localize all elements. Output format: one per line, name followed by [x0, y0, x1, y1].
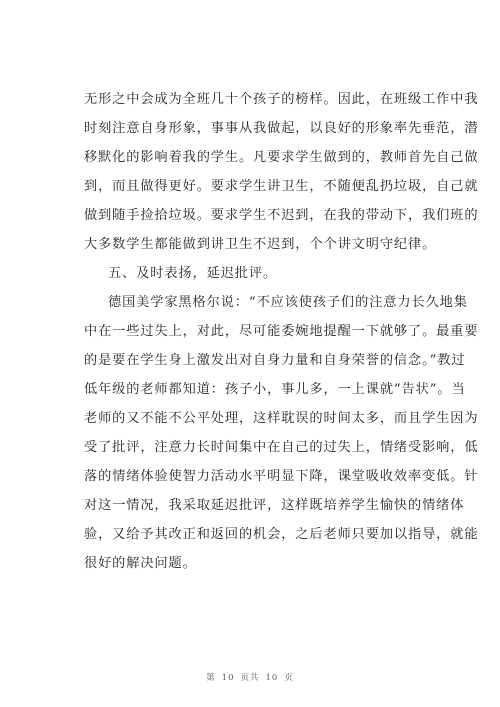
footer-suffix: 页 — [284, 673, 294, 683]
footer-page-number: 10 — [221, 673, 235, 683]
paragraph-line-9: 中在一些过失上，对此，尽可能委婉地提醒一下就够了。最重要 — [84, 324, 479, 339]
paragraph-line-6: 大多数学生都能做到讲卫生不迟到，个个讲文明守纪律。 — [84, 237, 437, 252]
footer-mid: 页共 — [240, 673, 260, 683]
paragraph-line-3: 移默化的影响着我的学生。凡要求学生做到的，教师首先自己做 — [84, 150, 479, 165]
paragraph-line-16: 验，又给予其改正和返回的机会，之后老师只要加以指导，就能 — [84, 527, 479, 542]
paragraph-line-5: 做到随手捡拾垃圾。要求学生不迟到，在我的带动下，我们班的 — [84, 208, 479, 223]
page-footer — [0, 671, 500, 683]
footer-total-pages: 10 — [265, 673, 279, 683]
paragraph-line-12: 老师的又不能不公平处理，这样耽误的时间太多，而且学生因为 — [84, 411, 479, 426]
paragraph-line-8: 德国美学家黑格尔说：“不应该使孩子们的注意力长久地集 — [108, 295, 468, 310]
paragraph-line-2: 时刻注意自身形象，事事从我做起，以良好的形象率先垂范，潜 — [84, 121, 479, 136]
paragraph-line-4: 到，而且做得更好。要求学生讲卫生，不随便乱扔垃圾，自己就 — [84, 179, 479, 194]
paragraph-line-10: 的是要在学生身上激发出对自身力量和自身荣誉的信念。”教过 — [84, 353, 466, 368]
paragraph-line-13: 受了批评，注意力长时间集中在自己的过失上，情绪受影响，低 — [84, 440, 479, 455]
paragraph-line-14: 落的情绪体验使智力活动水平明显下降，课堂吸收效率变低。针 — [84, 469, 479, 484]
paragraph-line-15: 对这一情况，我采取延迟批评，这样既培养学生愉快的情绪体 — [84, 498, 465, 513]
section-heading: 五、及时表扬，延迟批评。 — [108, 266, 278, 281]
paragraph-line-17: 很好的解决问题。 — [84, 556, 197, 571]
paragraph-line-11: 低年级的老师都知道：孩子小，事儿多，一上课就“告状”。当 — [84, 382, 466, 397]
paragraph-line-1: 无形之中会成为全班几十个孩子的榜样。因此，在班级工作中我 — [84, 92, 479, 107]
footer-prefix: 第 — [206, 673, 216, 683]
